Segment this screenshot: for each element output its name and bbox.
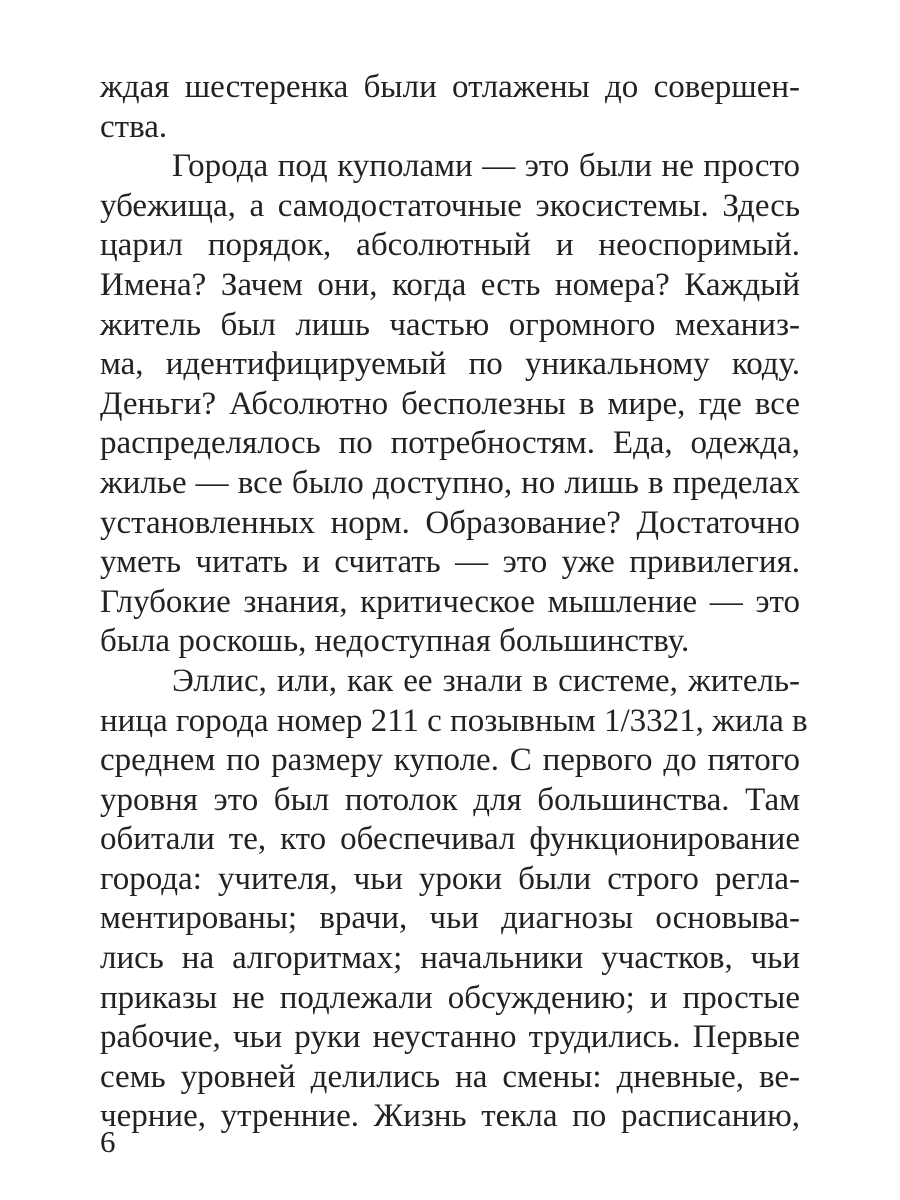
text-line: житель был лишь частью огромного механиз- <box>100 306 800 343</box>
paragraph-continuation <box>100 68 800 147</box>
text-line: черние, утренние. Жизнь текла по расписанию, <box>100 1098 800 1135</box>
text-line: лись на алгоритмах; начальники участков, чьи <box>100 940 800 977</box>
text-line: ница города номер 211 с позывным 1/3321, жила в <box>100 702 808 739</box>
text-line: приказы не подлежали обсуждению; и простые <box>100 979 800 1016</box>
text-line: ства. <box>100 108 168 145</box>
text-line: Города под куполами — это были не просто <box>172 148 800 185</box>
text-line: уметь читать и считать — это уже привилегия. <box>100 544 800 581</box>
paragraph-ellis <box>100 662 808 1137</box>
text-line: ждая шестеренка были отлажены до совершен- <box>100 69 800 105</box>
text-line: Эллис, или, как ее знали в системе, житель- <box>172 662 800 699</box>
text-line: была роскошь, недоступная большинству. <box>100 623 690 660</box>
text-line: уровня это был потолок для большинства. Там <box>100 781 800 818</box>
text-line: убежища, а самодостаточные экосистемы. Здесь <box>100 187 800 224</box>
text-line: обитали те, кто обеспечивал функционирование <box>100 821 800 858</box>
text-line: Глубокие знания, критическое мышление — это <box>100 583 800 620</box>
text-line: ментированы; врачи, чьи диагнозы основыва- <box>100 900 800 937</box>
text-line: установленных норм. Образование? Достаточно <box>100 504 800 541</box>
page-body <box>100 68 808 1137</box>
text-line: жилье — все было доступно, но лишь в пределах <box>100 464 800 501</box>
text-line: ма, идентифицируемый по уникальному коду. <box>100 346 800 383</box>
text-line: царил порядок, абсолютный и неоспоримый. <box>100 227 800 264</box>
text-line: Деньги? Абсолютно бесполезны в мире, где все <box>100 385 800 422</box>
text-line: города: учителя, чьи уроки были строго регла- <box>100 860 800 897</box>
text-line: распределялось по потребностям. Еда, одежда, <box>100 425 800 462</box>
paragraph-domes <box>100 147 800 662</box>
text-line: среднем по размеру куполе. С первого до пятого <box>100 742 800 779</box>
text-line: Имена? Зачем они, когда есть номера? Каждый <box>100 266 800 303</box>
text-line: рабочие, чьи руки неустанно трудились. Первые <box>100 1019 800 1056</box>
text-line: семь уровней делились на смены: дневные, ве- <box>100 1058 800 1095</box>
page-number: 6 <box>100 1124 116 1159</box>
